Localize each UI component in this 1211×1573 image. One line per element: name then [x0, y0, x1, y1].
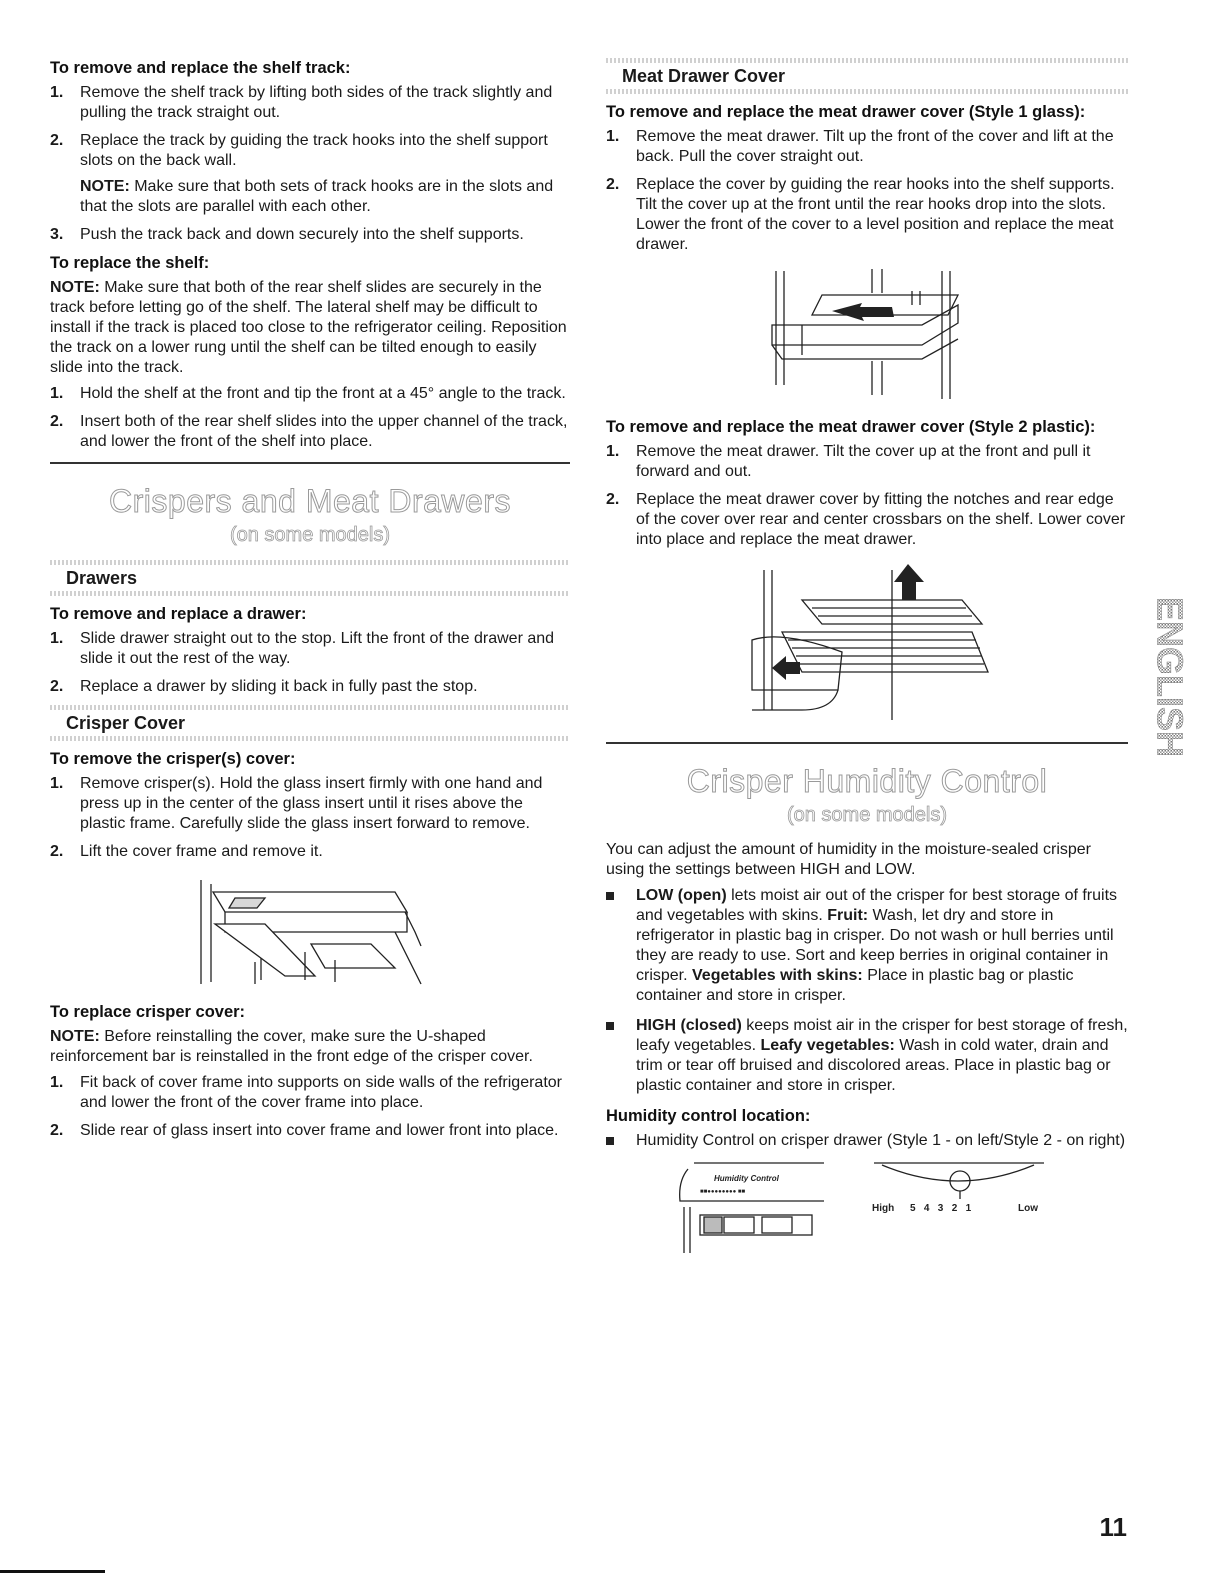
- list-item: 2. Insert both of the rear shelf slides into the upper channel of the track, and lower the front of the shelf into place.: [50, 413, 568, 450]
- crisper-replace-steps: [50, 1073, 570, 1141]
- style1-heading: To remove and replace the meat drawer cover (Style 1 glass):: [606, 103, 1086, 121]
- meat-drawer-style1-illustration: [762, 265, 972, 405]
- humidity-dial-label: Humidity Control: [714, 1174, 779, 1183]
- left-column: [50, 58, 570, 1149]
- section-divider: [50, 462, 570, 464]
- list-item: LOW (open) lets moist air out of the crisper for best storage of fruits and vegetables with skins. Fruit: Wash, let dry and store in refrigerator in plastic bag in crisper. Do not wash or hull berries until they are ready to use. Sort and keep berries in original container in crisper. Vegetables with skins: Place in plastic bag or plastic container and store in crisper.: [606, 886, 1128, 1006]
- humidity-slider-illustration: [674, 1161, 824, 1257]
- shelf-track-heading: To remove and replace the shelf track:: [50, 59, 351, 77]
- humidity-settings-list: [606, 886, 1128, 1096]
- list-item: 1. Hold the shelf at the front and tip the front at a 45° angle to the track.: [50, 385, 566, 402]
- section-title-crispers: Crispers and Meat Drawers: [109, 483, 511, 519]
- list-item: 2. Replace the meat drawer cover by fitting the notches and rear edge of the cover over rear and center crossbars on the shelf. Lower cover into place and replace the meat drawer.: [606, 491, 1126, 548]
- list-item: 1. Remove the meat drawer. Tilt the cover up at the front and pull it forward and out.: [606, 443, 1091, 480]
- list-item: 1. Remove the meat drawer. Tilt up the front of the cover and lift at the back. Pull the cover straight out.: [606, 128, 1114, 165]
- section-subtitle: (on some models): [229, 524, 391, 546]
- dial-scale-numbers: 5 4 3 2 1: [910, 1203, 972, 1214]
- list-item: 2. Slide rear of glass insert into cover frame and lower front into place.: [50, 1122, 559, 1139]
- section-title-humidity: Crisper Humidity Control: [686, 763, 1048, 799]
- style2-steps: [606, 442, 1128, 550]
- right-column: [606, 58, 1128, 1261]
- crisper-cover-illustration: [195, 872, 425, 990]
- list-item: 2. Replace the track by guiding the track hooks into the shelf support slots on the back wall. NOTE: Make sure that both sets of track hooks are in the slots and that the slots are parallel with each other.: [50, 131, 570, 217]
- humidity-scale-dots: ■■●●●●●●●● ■■: [700, 1189, 746, 1195]
- crisper-remove-heading: To remove the crisper(s) cover:: [50, 750, 296, 768]
- list-item: 1. Remove the shelf track by lifting both sides of the track slightly and pulling the track straight out.: [50, 84, 553, 121]
- style1-steps: [606, 127, 1128, 255]
- replace-shelf-heading: To replace the shelf:: [50, 254, 210, 272]
- list-item: 1. Slide drawer straight out to the stop. Lift the front of the drawer and slide it out the rest of the way.: [50, 630, 555, 667]
- humidity-control-figures: [606, 1161, 1128, 1261]
- list-item: HIGH (closed) keeps moist air in the crisper for best storage of fresh, leafy vegetables. Leafy vegetables: Wash in cold water, drain and trim or tear off bruised and discolored areas. Place in plastic bag or plastic container and store in crisper.: [606, 1016, 1128, 1096]
- shelf-track-note: NOTE: Make sure that both sets of track hooks are in the slots and that the slots are parallel with each other.: [80, 178, 554, 215]
- drawer-steps: [50, 629, 570, 697]
- meat-drawer-band: Meat Drawer Cover: [606, 58, 1128, 94]
- language-tab: [1149, 564, 1191, 790]
- humidity-intro: You can adjust the amount of humidity in the moisture-sealed crisper using the settings between HIGH and LOW.: [606, 841, 1092, 878]
- list-item: 2. Replace a drawer by sliding it back in fully past the stop.: [50, 678, 478, 695]
- crisper-remove-steps: [50, 774, 570, 862]
- replace-shelf-note: NOTE: Make sure that both of the rear shelf slides are securely in the track before letting go of the shelf. The lateral shelf may be difficult to install if the track is placed too close to the refrigerator ceiling. Reposition the track on a lower rung until the shelf can be tilted enough to easily slide into the track.: [50, 279, 567, 376]
- list-item: 1. Remove crisper(s). Hold the glass insert firmly with one hand and press up in the center of the glass insert until it rises above the plastic frame. Carefully slide the glass insert forward to remove.: [50, 775, 543, 832]
- section-subtitle: (on some models): [786, 804, 948, 826]
- list-item: Humidity Control on crisper drawer (Style 1 - on left/Style 2 - on right): [606, 1131, 1128, 1151]
- location-list: [606, 1131, 1128, 1151]
- list-item: 2. Lift the cover frame and remove it.: [50, 843, 323, 860]
- drawers-band: Drawers: [50, 560, 570, 596]
- style2-heading: To remove and replace the meat drawer cover (Style 2 plastic):: [606, 418, 1096, 436]
- dial-low-label: Low: [1018, 1203, 1038, 1214]
- side-tab-text: ENGLISH: [1149, 596, 1191, 758]
- crisper-cover-band: Crisper Cover: [50, 705, 570, 741]
- list-item: 3. Push the track back and down securely into the shelf supports.: [50, 226, 524, 243]
- shelf-track-steps: [50, 83, 570, 245]
- section-divider: [606, 742, 1128, 744]
- crisper-replace-note: NOTE: Before reinstalling the cover, make sure the U-shaped reinforcement bar is reinstalled in the front edge of the crisper cover.: [50, 1028, 533, 1065]
- meat-drawer-style2-illustration: [742, 560, 992, 730]
- humidity-dial-illustration: [868, 1161, 1048, 1221]
- list-item: 2. Replace the cover by guiding the rear hooks into the shelf supports. Tilt the cover up at the front until the rear hooks drop into the slots. Lower the front of the cover to a level position and replace the meat drawer.: [606, 176, 1115, 253]
- replace-shelf-steps: [50, 384, 570, 452]
- crisper-replace-heading: To replace crisper cover:: [50, 1003, 246, 1021]
- page-number: 11: [1099, 1512, 1127, 1542]
- list-item: 1. Fit back of cover frame into supports on side walls of the refrigerator and lower the front of the cover frame into place.: [50, 1074, 562, 1111]
- dial-high-label: High: [872, 1203, 895, 1214]
- location-heading: Humidity control location:: [606, 1107, 811, 1125]
- drawer-heading: To remove and replace a drawer:: [50, 605, 307, 623]
